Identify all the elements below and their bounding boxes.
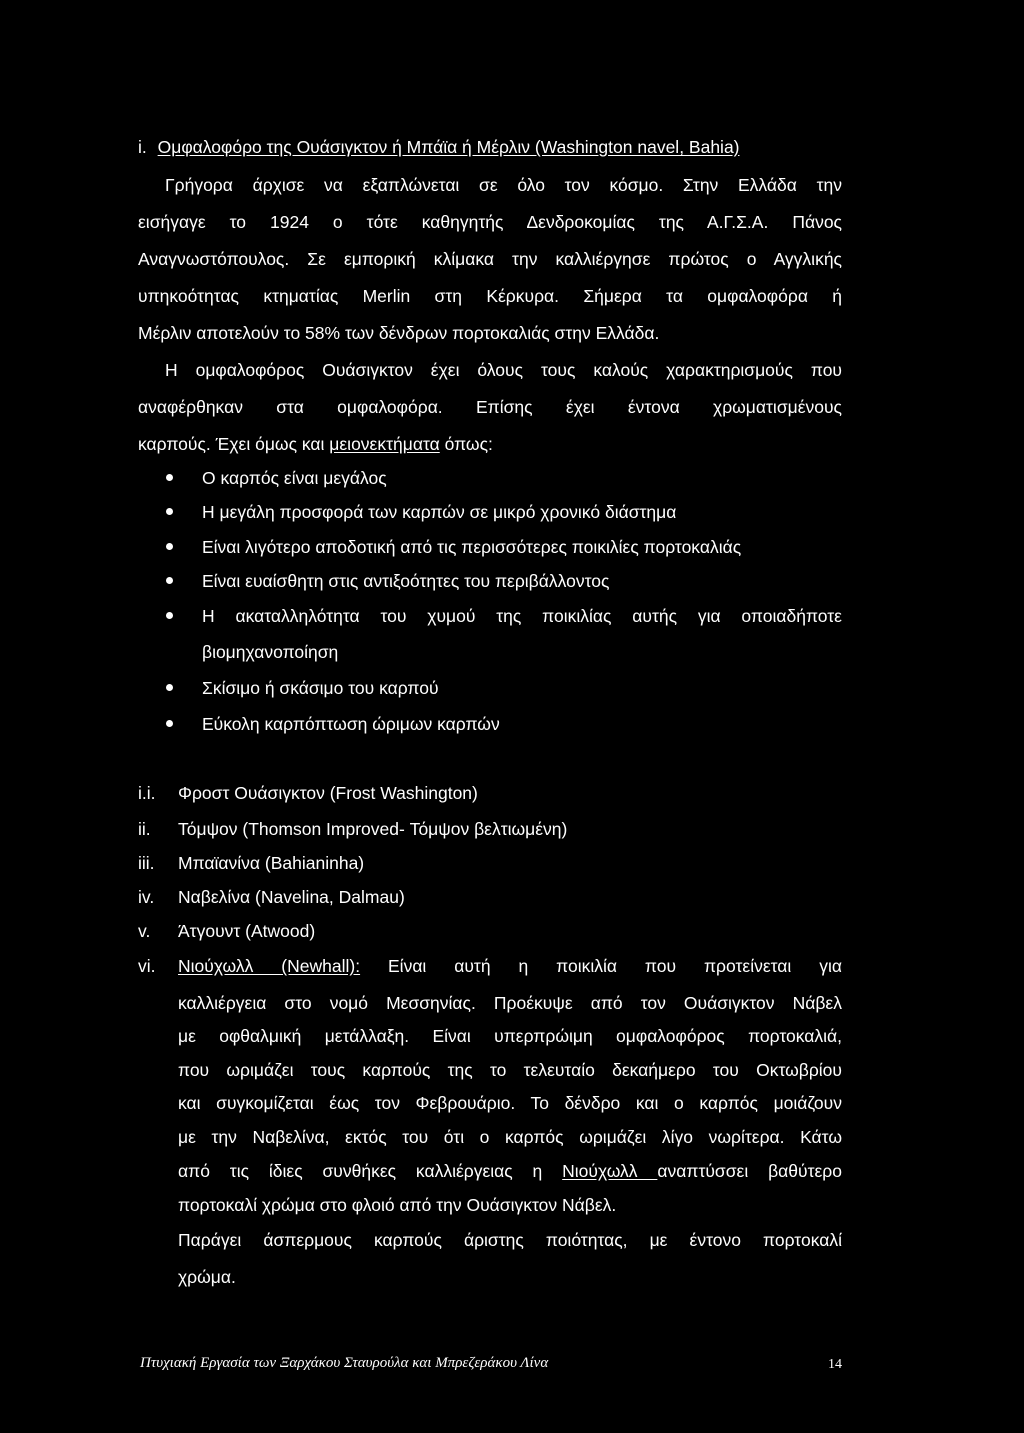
heading-number: i. (138, 137, 147, 157)
bullet-item: Ο καρπός είναι μεγάλος (202, 468, 387, 488)
heading-title: Ομφαλοφόρο της Ουάσιγκτον ή Μπάϊα ή Μέρλιν (Washington navel, Bahia) (157, 137, 740, 157)
variety-number: iii. (138, 853, 155, 873)
variety-item: Ναβελίνα (Navelina, Dalmau) (178, 887, 405, 907)
newhall-text-end: αναπτύσσει βαθύτερο (657, 1161, 842, 1181)
bullet-dot-icon (166, 474, 173, 481)
newhall-line: με την Ναβελίνα, εκτός του ότι ο καρπός ωριμάζει λίγο νωρίτερα. Κάτω (178, 1127, 842, 1147)
para2-line: Η ομφαλοφόρος Ουάσιγκτον έχει όλους τους καλούς χαρακτηρισμούς που (165, 360, 842, 380)
bullet-item: Η μεγάλη προσφορά των καρπών σε μικρό χρονικό διάστημα (202, 502, 677, 522)
newhall-title: Νιούχωλλ (Newhall): (178, 956, 361, 976)
para2-last-line (138, 433, 493, 455)
para2-text: καρπούς. Έχει όμως και (138, 434, 330, 454)
variety-item: Μπαϊανίνα (Bahianinha) (178, 853, 365, 873)
newhall-line: πορτοκαλί χρώμα στο φλοιό από την Ουάσιγκτον Νάβελ. (178, 1195, 617, 1215)
variety-item: Φροστ Ουάσιγκτον (Frost Washington) (178, 783, 478, 803)
variety-item: Τόμψον (Thomson Improved- Τόμψον βελτιωμένη) (178, 819, 568, 839)
bullet-item: Σκίσιμο ή σκάσιμο του καρπού (202, 678, 439, 698)
newhall-line-7 (178, 1160, 842, 1182)
intro-line: εισήγαγε το 1924 ο τότε καθηγητής Δενδροκομίας της Α.Γ.Σ.Α. Πάνος (138, 212, 842, 232)
bullet-item: Εύκολη καρπόπτωση ώριμων καρπών (202, 714, 500, 734)
newhall-text: Είναι αυτή η ποικιλία που προτείνεται για (360, 956, 842, 976)
bullet-dot-icon (166, 684, 173, 691)
intro-line: Αναγνωστόπουλος. Σε εμπορική κλίμακα την καλλιέργησε πρώτος ο Αγγλικής (138, 249, 842, 269)
intro-line: Γρήγορα άρχισε να εξαπλώνεται σε όλο τον κόσμο. Στην Ελλάδα την (165, 175, 842, 195)
variety-number: v. (138, 921, 151, 941)
bullet-item: Είναι λιγότερο αποδοτική από τις περισσότερες ποικιλίες πορτοκαλιάς (202, 537, 742, 557)
newhall-line: που ωριμάζει τους καρπούς της το τελευταίο δεκαήμερο του Οκτωβρίου (178, 1060, 842, 1080)
bullet-dot-icon (166, 612, 173, 619)
variety-number: vi. (138, 956, 156, 976)
para2-line: αναφέρθηκαν στα ομφαλοφόρα. Επίσης έχει έντονα χρωματισμένους (138, 397, 842, 417)
section-heading (138, 136, 740, 158)
page-number: 14 (828, 1357, 842, 1372)
variety-number: i.i. (138, 783, 156, 803)
newhall-name-underlined: Νιούχωλλ (562, 1161, 658, 1181)
para2-underlined: μειονεκτήματα (329, 434, 440, 454)
newhall-line: Παράγει άσπερμους καρπούς άριστης ποιότητας, με έντονο πορτοκαλί (178, 1230, 842, 1250)
newhall-line: καλλιέργεια στο νομό Μεσσηνίας. Προέκυψε από τον Ουάσιγκτον Νάβελ (178, 993, 842, 1013)
footer-text: Πτυχιακή Εργασία των Ξαρχάκου Σταυρούλα και Μπρεζεράκου Λίνα (140, 1355, 549, 1371)
newhall-first-line (178, 955, 842, 977)
bullet-dot-icon (166, 543, 173, 550)
variety-number: iv. (138, 887, 155, 907)
variety-item: Άτγουντ (Atwood) (178, 921, 316, 941)
bullet-item-continuation: βιομηχανοποίηση (202, 642, 339, 662)
intro-line: υπηκοότητας κτηματίας Merlin στη Κέρκυρα. Σήμερα τα ομφαλοφόρα ή (138, 286, 842, 306)
para2-text-end: όπως: (439, 434, 493, 454)
variety-number: ii. (138, 819, 151, 839)
bullet-dot-icon (166, 577, 173, 584)
bullet-dot-icon (166, 508, 173, 515)
newhall-line: χρώμα. (178, 1267, 236, 1287)
newhall-line: και συγκομίζεται έως τον Φεβρουάριο. Το δένδρο και ο καρπός μοιάζουν (178, 1093, 842, 1113)
bullet-item: Η ακαταλληλότητα του χυμού της ποικιλίας αυτής για οποιαδήποτε (202, 606, 842, 626)
bullet-dot-icon (166, 720, 173, 727)
newhall-text: από τις ίδιες συνθήκες καλλιέργειας η (178, 1161, 563, 1181)
bullet-item: Είναι ευαίσθητη στις αντιξοότητες του περιβάλλοντος (202, 571, 610, 591)
newhall-line: με οφθαλμική μετάλλαξη. Είναι υπερπρώιμη ομφαλοφόρος πορτοκαλιά, (178, 1026, 842, 1046)
intro-line: Μέρλιν αποτελούν το 58% των δένδρων πορτοκαλιάς στην Ελλάδα. (138, 323, 660, 343)
